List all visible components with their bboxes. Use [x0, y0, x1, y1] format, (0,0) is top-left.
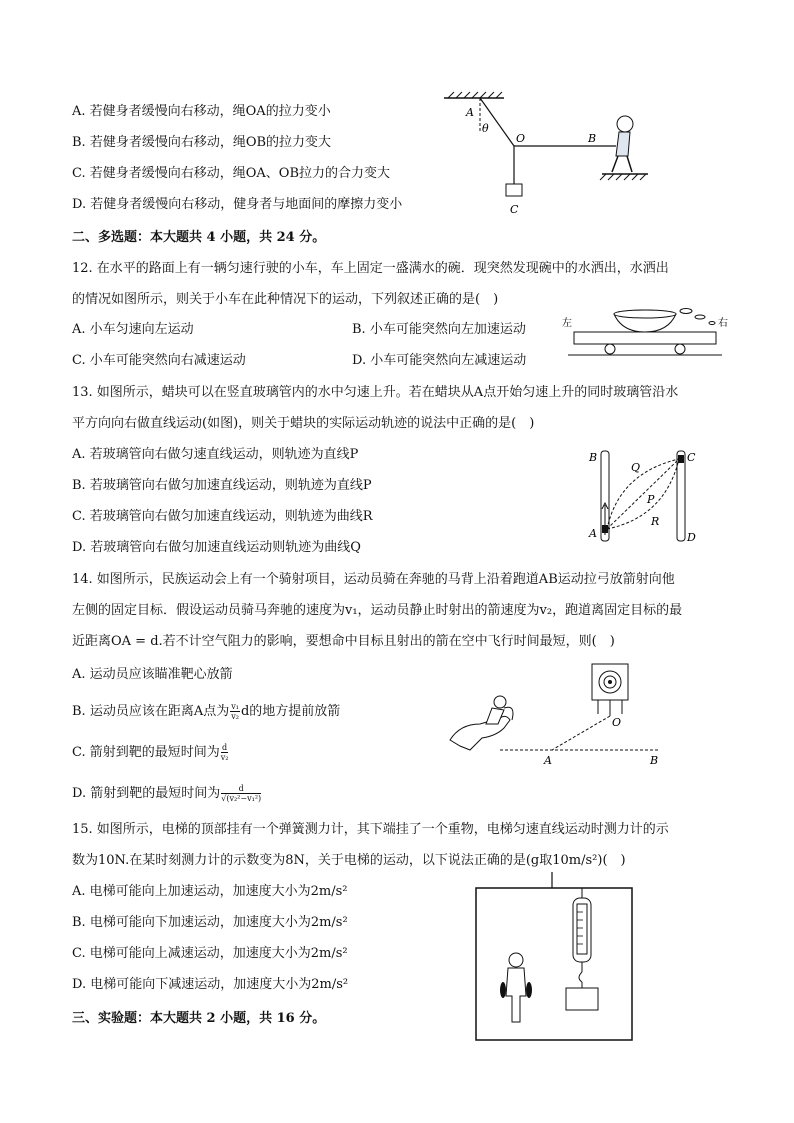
q14-stem-line1: 14. 如图所示，民族运动会上有一个骑射项目，运动员骑在奔驰的马背上沿着跑道AB运动拉弓放箭射向他 — [72, 572, 675, 587]
q14-option-b-denominator: v₂ — [231, 712, 239, 721]
q15-stem-line2: 数为10N.在某时刻测力计的示数变为8N，关于电梯的运动，以下说法正确的是(g取10m/s²)( ) — [72, 853, 626, 868]
q14-option-b-fraction — [230, 702, 240, 721]
q14-option-c — [72, 743, 229, 762]
q14-option-d — [72, 784, 262, 803]
q13-stem-line2: 平方向向右做直线运动(如图)，则关于蜡块的实际运动轨迹的说法中正确的是( ) — [72, 416, 535, 431]
fig12-label-right: 右 — [718, 318, 728, 329]
q14-stem-line2: 左侧的固定目标．假设运动员骑马奔驰的速度为v₁，运动员静止时射出的箭速度为v₂，跑道离固定目标的最 — [72, 603, 683, 618]
fig11-label-c: C — [510, 203, 519, 216]
fig11-label-o: O — [516, 132, 526, 145]
section3-heading: 三、实验题：本大题共 2 小题，共 16 分。 — [72, 1011, 326, 1026]
fig13-label-c: C — [687, 451, 696, 464]
q11-option-d: D. 若健身者缓慢向右移动，健身者与地面间的摩擦力变小 — [72, 197, 403, 212]
fig11-label-theta: θ — [482, 122, 489, 135]
fig13-label-a: A — [589, 527, 597, 540]
q14-option-b-prefix: B. 运动员应该在距离A点为 — [72, 704, 230, 719]
q13-option-d: D. 若玻璃管向右做匀加速直线运动则轨迹为曲线Q — [72, 540, 361, 555]
q14-option-a: A. 运动员应该瞄准靶心放箭 — [72, 667, 233, 682]
q14-option-b-suffix: d的地方提前放箭 — [240, 704, 341, 719]
fig12-label-left: 左 — [562, 318, 572, 329]
q13-option-c: C. 若玻璃管向右做匀加速直线运动，则轨迹为曲线R — [72, 509, 373, 524]
q11-rope-figure — [430, 90, 650, 220]
section2-heading: 二、多选题：本大题共 4 小题，共 24 分。 — [72, 230, 326, 245]
q12-option-d: D. 小车可能突然向左减速运动 — [352, 353, 527, 368]
q11-option-b: B. 若健身者缓慢向右移动，绳OB的拉力变大 — [72, 135, 332, 150]
q12-option-b: B. 小车可能突然向左加速运动 — [352, 322, 526, 337]
fig14-label-o: O — [612, 716, 622, 729]
q14-option-d-numerator: d — [221, 784, 261, 794]
fig14-label-b: B — [650, 754, 659, 767]
fig11-label-a: A — [466, 106, 474, 119]
fig13-label-b: B — [589, 451, 598, 464]
q14-option-c-denominator: v₂ — [220, 753, 229, 762]
fig13-label-p: P — [647, 493, 655, 506]
q13-option-b: B. 若玻璃管向右做匀加速直线运动，则轨迹为直线P — [72, 478, 372, 493]
q14-option-b — [72, 702, 340, 721]
q13-stem-line1: 13. 如图所示，蜡块可以在竖直玻璃管内的水中匀速上升。若在蜡块从A点开始匀速上升的同时玻璃管沿水 — [72, 385, 679, 400]
fig13-label-d: D — [687, 531, 696, 544]
q14-archery-figure — [440, 660, 670, 770]
q14-option-b-numerator: v₁ — [231, 702, 239, 711]
q14-stem-line3: 近距离OA = d.若不计空气阻力的影响，要想命中目标且射出的箭在空中飞行时间最短，则( ) — [72, 634, 615, 649]
q12-option-a: A. 小车匀速向左运动 — [72, 322, 194, 337]
q11-option-a: A. 若健身者缓慢向右移动，绳OA的拉力变小 — [72, 104, 331, 119]
q12-stem-line1: 12. 在水平的路面上有一辆匀速行驶的小车，车上固定一盛满水的碗．现突然发现碗中的水洒出，水洒出 — [72, 261, 669, 276]
q11-option-c: C. 若健身者缓慢向右移动，绳OA、OB拉力的合力变大 — [72, 166, 391, 181]
fig14-label-a: A — [544, 754, 552, 767]
q15-elevator-figure — [470, 872, 640, 1047]
q13-option-a: A. 若玻璃管向右做匀速直线运动，则轨迹为直线P — [72, 447, 359, 462]
q14-option-c-numerator: d — [222, 743, 228, 752]
q14-option-c-fraction — [221, 743, 229, 762]
fig13-label-q: Q — [631, 461, 641, 474]
q12-option-c: C. 小车可能突然向右减速运动 — [72, 353, 246, 368]
q12-cart-figure — [560, 300, 730, 360]
q15-option-b: B. 电梯可能向下加速运动，加速度大小为2m/s² — [72, 915, 348, 930]
q14-option-c-prefix: C. 箭射到靶的最短时间为 — [72, 745, 220, 760]
q15-stem-line1: 15. 如图所示，电梯的顶部挂有一个弹簧测力计，其下端挂了一个重物，电梯匀速直线运动时测力计的示 — [72, 822, 669, 837]
q14-option-d-prefix: D. 箭射到靶的最短时间为 — [72, 786, 221, 801]
q13-tube-figure — [585, 445, 705, 550]
q15-option-d: D. 电梯可能向下减速运动，加速度大小为2m/s² — [72, 977, 349, 992]
q14-option-d-denominator: √(v₂²−v₁²) — [221, 794, 262, 803]
q15-option-c: C. 电梯可能向上减速运动，加速度大小为2m/s² — [72, 946, 348, 961]
fig13-label-r: R — [651, 515, 660, 528]
q12-stem-line2: 的情况如图所示，则关于小车在此种情况下的运动，下列叙述正确的是( ) — [72, 292, 499, 307]
q15-option-a: A. 电梯可能向上加速运动，加速度大小为2m/s² — [72, 884, 348, 899]
q14-option-d-fraction — [221, 784, 261, 803]
fig11-label-b: B — [588, 132, 597, 145]
